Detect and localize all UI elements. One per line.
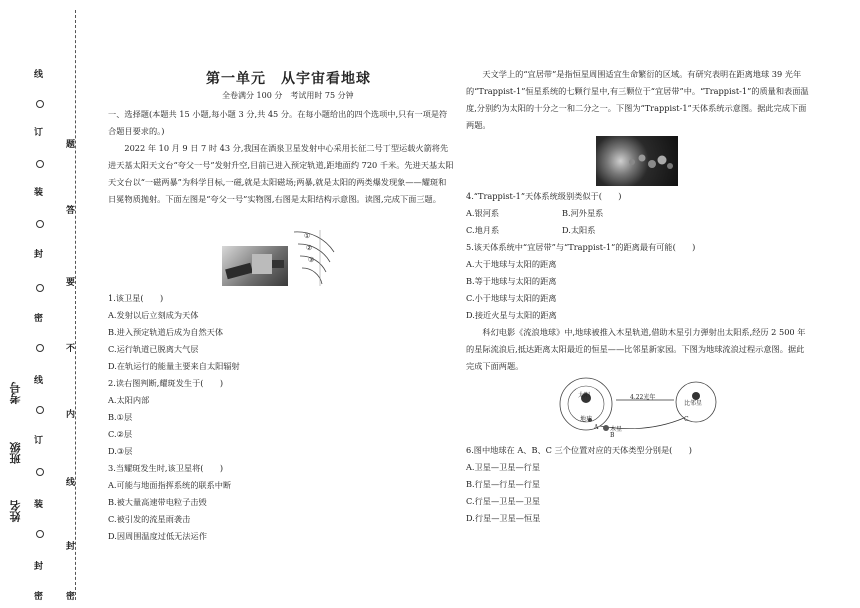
trappist-photo: [596, 136, 678, 186]
q1-option-b[interactable]: B.进入预定轨道后成为自然天体: [108, 327, 224, 337]
margin-char: 密: [34, 592, 44, 602]
margin-char: 订: [34, 128, 44, 138]
margin-inner-char: 封: [66, 542, 76, 552]
point-a-label: A: [594, 424, 599, 431]
margin-circle: [36, 160, 44, 168]
page-title: 第一单元 从宇宙看地球: [206, 71, 371, 87]
wandering-earth-diagram: [556, 374, 724, 440]
section-heading: 一、选择题(本题共 15 小题,每小题 3 分,共 45 分。在每小题给出的四个选项中,只有一项是符合题目要求的。): [108, 109, 448, 136]
left-questions: [108, 290, 454, 545]
margin-circle: [36, 344, 44, 352]
q4-option-c[interactable]: C.地月系: [466, 225, 500, 235]
q1-option-d[interactable]: D.在轨运行的能量主要来自太阳辐射: [108, 361, 240, 371]
question-3-stem: 3.当耀斑发生时,该卫星将( ): [108, 463, 224, 473]
passage-2-text: 科幻电影《流浪地球》中,地球被推入木星轨道,借助木星引力弹射出太阳系,经历 2 500 年的星际流浪后,抵达距离太阳最近的恒星——比邻星新家园。下图为地球流浪过程示意图。据此完成下面两题。: [466, 327, 806, 371]
margin-char: 封: [34, 250, 44, 260]
question-4-stem: 4.“Trappist-1”天体系统级别类似于( ): [466, 191, 622, 201]
margin-inner-char: 题: [66, 140, 76, 150]
class-label: 班级: [9, 442, 22, 464]
margin-inner-char: 线: [66, 478, 76, 488]
margin-circle: [36, 406, 44, 414]
q6-option-a[interactable]: A.卫星—卫星—行星: [466, 462, 541, 472]
q6-option-c[interactable]: C.行星—卫星—卫星: [466, 496, 541, 506]
q2-option-b[interactable]: B.①层: [108, 412, 133, 422]
margin-circle: [36, 468, 44, 476]
q5-option-d[interactable]: D.接近火星与太阳的距离: [466, 310, 557, 320]
q3-option-c[interactable]: C.被引发的流星雨袭击: [108, 514, 191, 524]
q1-option-c[interactable]: C.运行轨道已脱离大气层: [108, 344, 199, 354]
margin-char: 线: [34, 70, 44, 80]
name-label: 姓名: [9, 500, 22, 522]
seal-line: [75, 10, 76, 600]
q5-option-c[interactable]: C.小于地球与太阳的距离: [466, 293, 557, 303]
q6-option-d[interactable]: D.行星—卫星—恒星: [466, 513, 541, 523]
margin-char: 封: [34, 562, 44, 572]
exam-number-label: 考号: [9, 382, 22, 404]
margin-char: 线: [34, 376, 44, 386]
sun-structure-diagram: [290, 228, 338, 290]
jupiter-label: 木星: [610, 426, 623, 433]
q6-option-b[interactable]: B.行星—行星—行星: [466, 479, 541, 489]
layer-label-2: ②: [306, 244, 313, 252]
satellite-photo: [222, 246, 288, 286]
margin-inner-char: 要: [66, 278, 76, 288]
satellite-icon: [222, 246, 288, 286]
margin-inner-char: 内: [66, 410, 76, 420]
page-subtitle: 全卷满分 100 分 考试用时 75 分钟: [222, 91, 354, 100]
right-questions-2: [466, 442, 810, 527]
question-2-stem: 2.读右图判断,耀斑发生于( ): [108, 378, 224, 388]
proxima-label: 比邻星: [684, 400, 703, 407]
q5-option-b[interactable]: B.等于地球与太阳的距离: [466, 276, 557, 286]
q3-option-a[interactable]: A.可能与地面指挥系统的联系中断: [108, 480, 232, 490]
sun-label: 太阳: [578, 392, 591, 399]
margin-char: 装: [34, 188, 44, 198]
planets-icon: [596, 136, 678, 186]
right-questions-1: [466, 188, 810, 375]
margin-char: 订: [34, 436, 44, 446]
jupiter-dot: [603, 425, 609, 431]
left-column: [108, 106, 454, 208]
earth-label: 地球: [580, 416, 593, 423]
margin-circle: [36, 284, 44, 292]
question-5-stem: 5.该天体系统中“宜居带”与“Trappist-1”的距离最有可能( ): [466, 242, 696, 252]
question-6-stem: 6.图中地球在 A、B、C 三个位置对应的天体类型分别是( ): [466, 445, 692, 455]
layer-label-1: ①: [304, 232, 311, 240]
margin-circle: [36, 530, 44, 538]
distance-label: 4.22光年: [630, 394, 656, 401]
point-b-label: B: [610, 432, 615, 439]
margin-char: 密: [34, 314, 44, 324]
q4-option-b[interactable]: B.河外星系: [562, 208, 604, 218]
margin-inner-char: 不: [66, 344, 76, 354]
q2-option-d[interactable]: D.③层: [108, 446, 133, 456]
q3-option-d[interactable]: D.因周围温度过低无法运作: [108, 531, 207, 541]
point-c-label: C: [684, 416, 689, 423]
q5-option-a[interactable]: A.大于地球与太阳的距离: [466, 259, 557, 269]
orbit-diagram-svg: [556, 374, 724, 440]
q4-options-row-1: [466, 205, 810, 222]
margin-inner-char: 答: [66, 206, 76, 216]
passage-1-text: 天文学上的“宜居带”是指恒星周围适宜生命繁衍的区域。有研究表明在距离地球 39 光年的“Trappist-1”恒星系统的七颗行星中,有三颗位于“宜居带”中。“Trappist-1”的质量和表面温度,分别约为太阳的十分之一和二分之一。下图为“Trappist-1”天体系统示意图。据此完成下面两题。: [466, 69, 809, 130]
layer-label-3: ③: [308, 256, 315, 264]
margin-inner-char: 密: [66, 592, 76, 602]
q4-option-a[interactable]: A.银河系: [466, 208, 500, 218]
q2-option-a[interactable]: A.太阳内部: [108, 395, 150, 405]
q4-option-d[interactable]: D.太阳系: [562, 225, 596, 235]
margin-char: 装: [34, 500, 44, 510]
q3-option-b[interactable]: B.被大量高速带电粒子击毁: [108, 497, 207, 507]
binding-margin: [0, 0, 95, 608]
q2-option-c[interactable]: C.②层: [108, 429, 133, 439]
margin-circle: [36, 100, 44, 108]
passage-text: 2022 年 10 月 9 日 7 时 43 分,我国在酒泉卫星发射中心采用长征二号丁型运载火箭将先进天基太阳天文台“夸父一号”发射升空,目前已进入预定轨道,距地面约 720 千米。先进天基太阳天文台以“一磁两暴”为科学目标,一磁,就是太阳磁场;两暴,就是太阳的两类爆发现象——耀斑和日冕物质抛射。下面左图是“夸父一号”实物图,右图是太阳结构示意图。读图,完成下面三题。: [108, 143, 454, 204]
q1-option-a[interactable]: A.发射以后立刻成为天体: [108, 310, 199, 320]
right-column: [466, 66, 810, 134]
q4-options-row-2: [466, 222, 810, 239]
question-1-stem: 1.该卫星( ): [108, 293, 164, 303]
margin-circle: [36, 220, 44, 228]
